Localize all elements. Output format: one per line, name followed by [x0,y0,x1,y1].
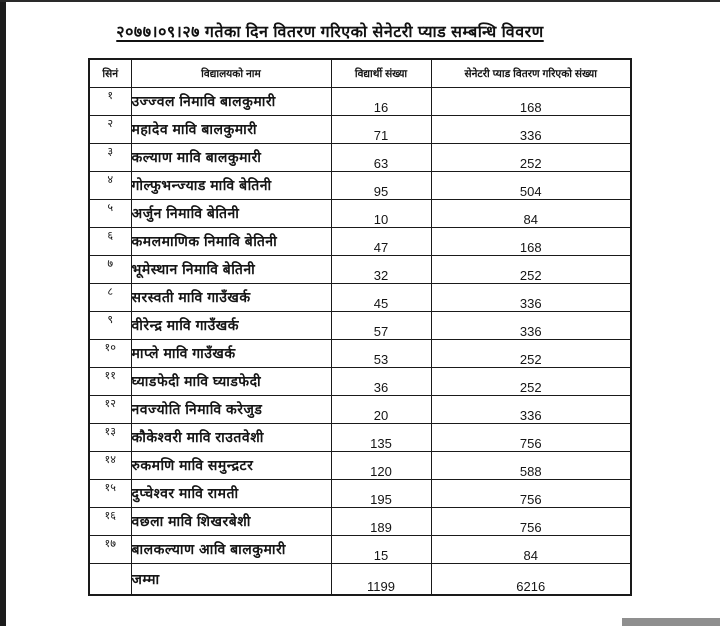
school-name-cell: कमलमाणिक निमावि बेतिनी [131,228,331,256]
table-row [89,256,631,284]
serial-number-cell: २ [89,116,131,144]
pads-count-cell: 588 [431,452,631,480]
table-total-row [89,564,631,596]
serial-number-cell: १४ [89,452,131,480]
serial-number-cell: ७ [89,256,131,284]
school-name-cell: वीरेन्द्र मावि गाउँखर्क [131,312,331,340]
serial-number-cell: ११ [89,368,131,396]
pads-count-cell: 84 [431,200,631,228]
pads-count-cell: 336 [431,284,631,312]
serial-number-cell: १ [89,88,131,116]
pads-count-cell: 168 [431,88,631,116]
serial-number-cell: १६ [89,508,131,536]
student-count-cell: 45 [331,284,431,312]
student-count-cell: 32 [331,256,431,284]
student-count-cell: 95 [331,172,431,200]
student-count-cell: 16 [331,88,431,116]
header-student-count: विद्यार्थी संख्या [331,59,431,88]
table-row [89,480,631,508]
pads-count-cell: 252 [431,256,631,284]
school-name-cell: गोल्फुभन्ज्याड मावि बेतिनी [131,172,331,200]
school-name-cell: घ्याडफेदी मावि घ्याडफेदी [131,368,331,396]
school-name-cell: दुप्चेश्वर मावि रामती [131,480,331,508]
pads-count-cell: 168 [431,228,631,256]
school-name-cell: भूमेस्थान निमावि बेतिनी [131,256,331,284]
table-row [89,200,631,228]
table-row [89,452,631,480]
serial-number-cell: १५ [89,480,131,508]
table-row [89,508,631,536]
student-count-cell: 195 [331,480,431,508]
student-count-cell: 20 [331,396,431,424]
student-count-cell: 47 [331,228,431,256]
serial-number-cell: १३ [89,424,131,452]
serial-number-cell: १७ [89,536,131,564]
student-count-cell: 135 [331,424,431,452]
scan-artifact-top-edge [0,0,720,2]
pads-count-cell: 252 [431,144,631,172]
serial-number-cell: ५ [89,200,131,228]
student-count-cell: 10 [331,200,431,228]
student-count-cell: 53 [331,340,431,368]
pads-count-cell: 336 [431,396,631,424]
table-row [89,312,631,340]
school-name-cell: महादेव मावि बालकुमारी [131,116,331,144]
student-count-cell: 63 [331,144,431,172]
table-row [89,424,631,452]
header-serial-number: सिनं [89,59,131,88]
table-header-row [89,59,631,88]
pads-count-cell: 504 [431,172,631,200]
serial-number-cell: ८ [89,284,131,312]
school-name-cell: बालकल्याण आवि बालकुमारी [131,536,331,564]
student-count-cell: 36 [331,368,431,396]
serial-number-cell: १० [89,340,131,368]
scan-artifact-left-edge [0,0,6,626]
page-title: २०७७।०९।२७ गतेका दिन वितरण गरिएको सेनेटरी प्याड सम्बन्धि विवरण [116,24,544,41]
pads-count-cell: 756 [431,508,631,536]
serial-number-cell: ३ [89,144,131,172]
table-row [89,116,631,144]
scan-artifact-bottom-right [622,618,720,626]
pads-count-cell: 252 [431,340,631,368]
total-students-cell: 1199 [331,564,431,596]
school-name-cell: माप्ले मावि गाउँखर्क [131,340,331,368]
pads-count-cell: 84 [431,536,631,564]
header-pads-distributed-count: सेनेटरी प्याड वितरण गरिएको संख्या [431,59,631,88]
school-name-cell: वछला मावि शिखरबेशी [131,508,331,536]
table-row [89,536,631,564]
table-row [89,172,631,200]
student-count-cell: 120 [331,452,431,480]
serial-number-cell: ४ [89,172,131,200]
table-row [89,88,631,116]
school-name-cell: नवज्योति निमावि करेजुड [131,396,331,424]
total-label-cell: जम्मा [131,564,331,596]
pads-count-cell: 336 [431,312,631,340]
total-empty-cell [89,564,131,596]
school-name-cell: सरस्वती मावि गाउँखर्क [131,284,331,312]
total-pads-cell: 6216 [431,564,631,596]
table-row [89,340,631,368]
student-count-cell: 189 [331,508,431,536]
student-count-cell: 15 [331,536,431,564]
school-name-cell: अर्जुन निमावि बेतिनी [131,200,331,228]
serial-number-cell: ९ [89,312,131,340]
student-count-cell: 71 [331,116,431,144]
table-row [89,284,631,312]
table-row [89,396,631,424]
pads-count-cell: 336 [431,116,631,144]
school-name-cell: रुकमणि मावि समुन्द्रटर [131,452,331,480]
pads-count-cell: 756 [431,480,631,508]
serial-number-cell: १२ [89,396,131,424]
header-school-name: विद्यालयको नाम [131,59,331,88]
serial-number-cell: ६ [89,228,131,256]
student-count-cell: 57 [331,312,431,340]
school-name-cell: उज्ज्वल निमावि बालकुमारी [131,88,331,116]
pads-count-cell: 756 [431,424,631,452]
school-name-cell: कल्याण मावि बालकुमारी [131,144,331,172]
pads-count-cell: 252 [431,368,631,396]
school-name-cell: कौकेश्वरी मावि राउतवेशी [131,424,331,452]
pad-distribution-table [88,58,632,596]
table-row [89,368,631,396]
table-row [89,144,631,172]
table-row [89,228,631,256]
